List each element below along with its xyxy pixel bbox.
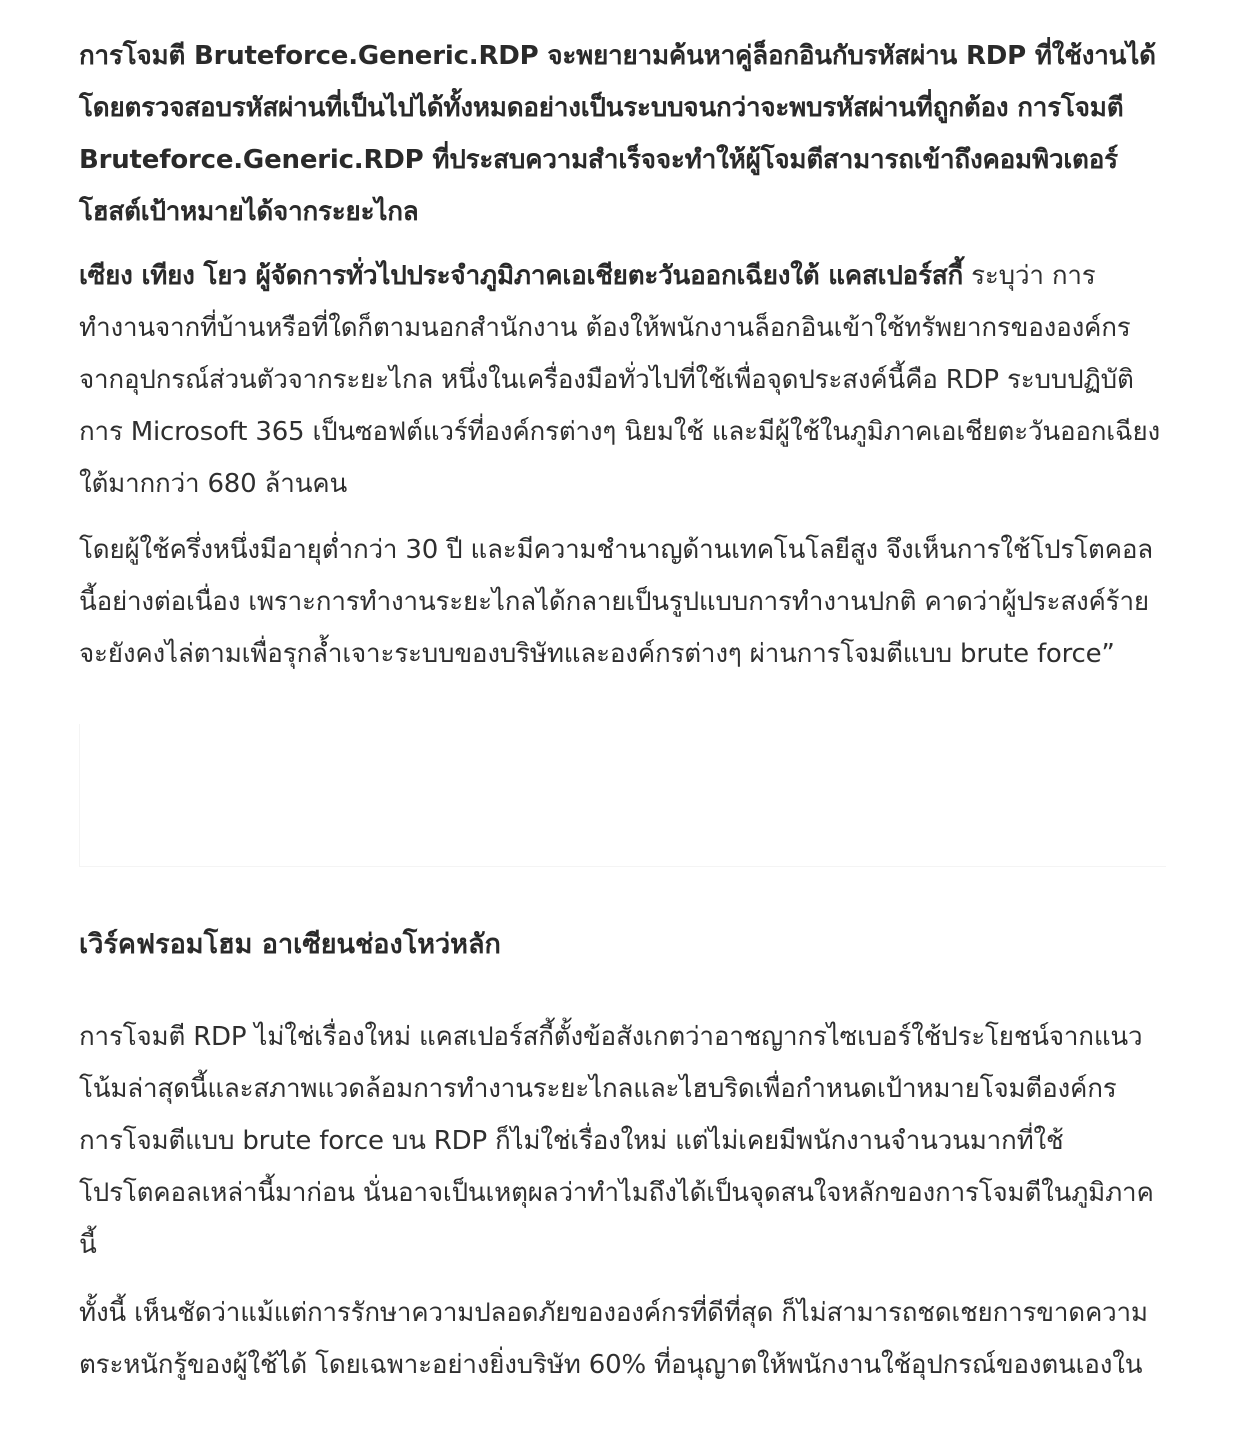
section-paragraph: การโจมตี RDP ไม่ใช่เรื่องใหม่ แคสเปอร์สกี้ตั้งข้อสังเกตว่าอาชญากรไซเบอร์ใช้ประโยชน์จากแนวโน้มล่าสุดนี้และสภาพแวดล้อมการทำงานระยะไกลและไฮบริดเพื่อกำหนดเป้าหมายโจมตีองค์กร การโจมตีแบบ brute force บน RDP ก็ไม่ใช่เรื่องใหม่ แต่ไม่เคยมีพนักงานจำนวนมากที่ใช้โปรโตคอลเหล่านี้มาก่อน นั่นอาจเป็นเหตุผลว่าทำไมถึงได้เป็นจุดสนใจหลักของการโจมตีในภูมิภาคนี้ — [79, 1022, 1154, 1260]
section-paragraph: ทั้งนี้ เห็นชัดว่าแม้แต่การรักษาความปลอดภัยขององค์กรที่ดีที่สุด ก็ไม่สามารถชดเชยการขาดความตระหนักรู้ของผู้ใช้ได้ โดยเฉพาะอย่างยิ่งบริษัท 60% ที่อนุญาตให้พนักงานใช้อุปกรณ์ของตนเองใน — [79, 1298, 1148, 1380]
quote-paragraph — [79, 250, 1165, 510]
quote-text: ระบุว่า การทำงานจากที่บ้านหรือที่ใดก็ตามนอกสำนักงาน ต้องให้พนักงานล็อกอินเข้าใช้ทรัพยากรขององค์กรจากอุปกรณ์ส่วนตัวจากระยะไกล หนึ่งในเครื่องมือทั่วไปที่ใช้เพื่อจุดประสงค์นี้คือ RDP ระบบปฏิบัติการ Microsoft 365 เป็นซอฟต์แวร์ที่องค์กรต่างๆ นิยมใช้ และมีผู้ใช้ในภูมิภาคเอเชียตะวันออกเฉียงใต้มากกว่า 680 ล้านคน — [79, 261, 1161, 499]
section-heading: เวิร์คฟรอมโฮม อาเซียนช่องโหว่หลัก — [79, 929, 501, 960]
quote-speaker: เซียง เทียง โยว ผู้จัดการทั่วไปประจำภูมิภาคเอเชียตะวันออกเฉียงใต้ แคสเปอร์สกี้ — [79, 261, 964, 291]
article-body — [79, 30, 1165, 1391]
embedded-content-placeholder — [79, 724, 1166, 867]
lead-paragraph: การโจมตี Bruteforce.Generic.RDP จะพยายามค้นหาคู่ล็อกอินกับรหัสผ่าน RDP ที่ใช้งานได้ โดยตรวจสอบรหัสผ่านที่เป็นไปได้ทั้งหมดอย่างเป็นระบบจนกว่าจะพบรหัสผ่านที่ถูกต้อง การโจมตี Bruteforce.Generic.RDP ที่ประสบความสำเร็จจะทำให้ผู้โจมตีสามารถเข้าถึงคอมพิวเตอร์โฮสต์เป้าหมายได้จากระยะไกล — [79, 41, 1156, 227]
quote-continuation-paragraph: โดยผู้ใช้ครึ่งหนึ่งมีอายุต่ำกว่า 30 ปี และมีความชำนาญด้านเทคโนโลยีสูง จึงเห็นการใช้โปรโตคอลนี้อย่างต่อเนื่อง เพราะการทำงานระยะไกลได้กลายเป็นรูปแบบการทำงานปกติ คาดว่าผู้ประสงค์ร้ายจะยังคงไล่ตามเพื่อรุกล้ำเจาะระบบของบริษัทและองค์กรต่างๆ ผ่านการโจมตีแบบ brute force” — [79, 535, 1153, 669]
